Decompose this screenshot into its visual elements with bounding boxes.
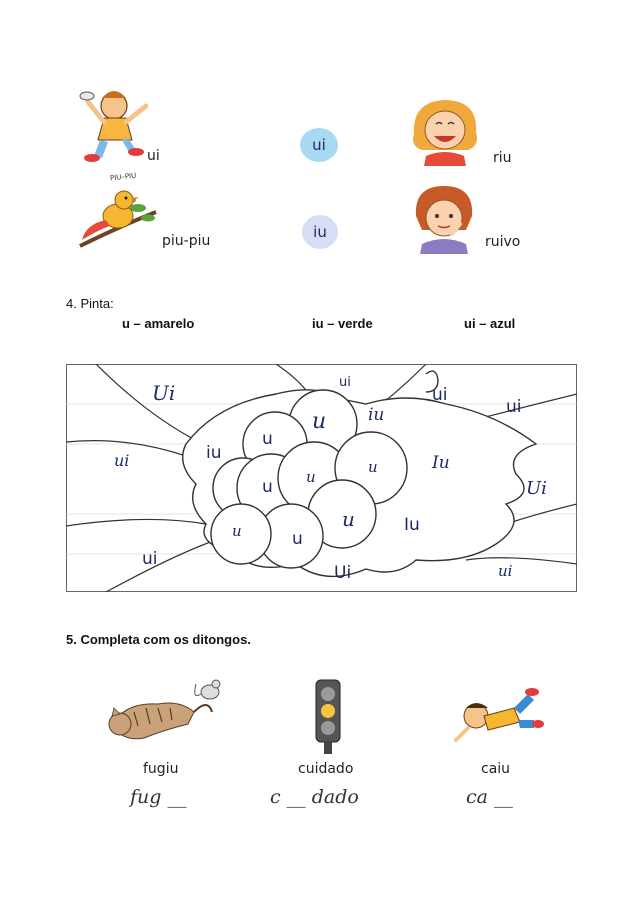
traffic-light-illustration [306,674,352,754]
word-fugiu: fugiu [143,761,179,777]
bird-on-branch-illustration [76,172,162,254]
cat-chasing-mouse-illustration [104,672,234,754]
coloring-label: ui [339,375,351,390]
coloring-label: u [262,429,273,449]
exercise-4-title: 4. Pinta: [66,296,114,311]
word-riu: riu [493,150,512,166]
coloring-label: u [368,458,378,476]
bird-chirp-text: PIU–PIU [109,171,137,183]
legend-ui-azul: ui – azul [464,316,516,331]
red-haired-girl-illustration [408,180,480,254]
coloring-label: u [312,409,327,434]
coloring-label: Iu [432,453,450,473]
exercise-5-title: 5. Completa com os ditongos. [66,632,251,647]
word-piu-piu: piu-piu [162,233,211,249]
coloring-label: Ui [334,563,352,583]
coloring-label: u [232,522,242,540]
coloring-label: iu [368,405,385,425]
bubble-ui: ui [300,128,338,162]
cursive-fug: fug __ [130,786,187,808]
cursive-ca: ca __ [466,786,514,808]
coloring-label: u [262,477,273,497]
coloring-label: Ui [152,381,176,405]
word-ui: ui [147,148,160,164]
coloring-label: u [306,468,316,486]
coloring-label: ui [142,549,158,569]
coloring-label: ui [506,397,522,417]
coloring-label: Iu [404,515,420,535]
bubble-iu: iu [302,215,338,249]
word-caiu: caiu [481,761,511,777]
word-ruivo: ruivo [485,234,521,250]
coloring-label: ui [114,451,130,470]
coloring-label: u [342,507,355,531]
coloring-label: Ui [526,478,547,499]
cursive-c-dado: c __ dado [270,786,359,808]
laughing-girl-illustration [408,96,483,166]
coloring-label: u [292,529,303,549]
legend-iu-verde: iu – verde [312,316,373,331]
coloring-label: ui [498,562,513,580]
boy-falling-illustration [448,680,544,750]
legend-u-amarelo: u – amarelo [122,316,195,331]
coloring-label: iu [206,443,222,463]
word-cuidado: cuidado [298,761,354,777]
coloring-picture [66,364,577,592]
coloring-label: ui [432,385,448,405]
